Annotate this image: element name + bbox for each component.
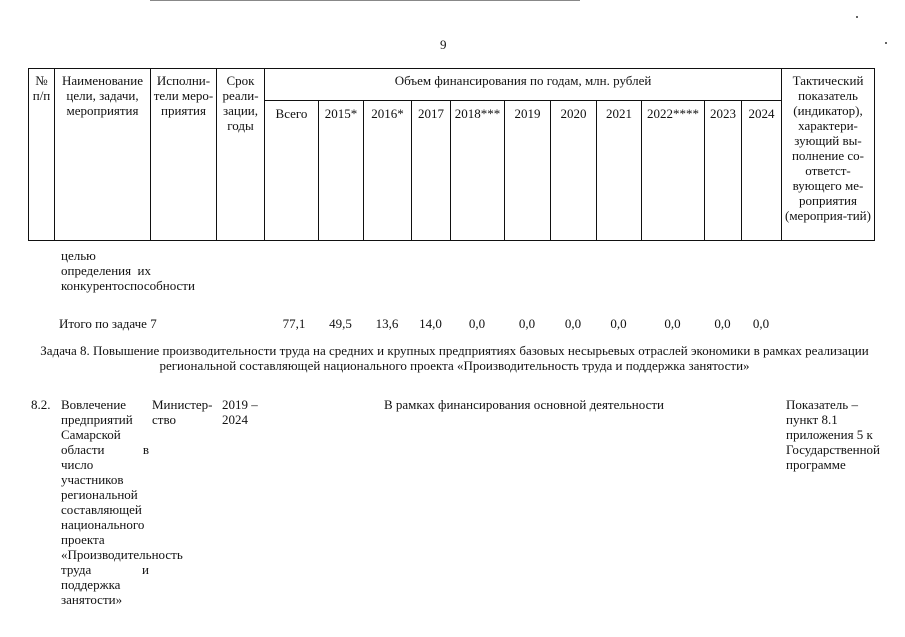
row-number: 8.2. [31, 397, 51, 412]
header-term: Срок реали-зации, годы [222, 73, 259, 133]
col-2021: 2021 [606, 106, 632, 121]
header-indicator: Тактический показатель (индикатор), характери-зующий вы-полнение со-ответст-вующего ме-роприятия (мероприя-тий) [785, 73, 871, 223]
col-2024: 2024 [748, 106, 775, 121]
executor: Министер-ство [152, 397, 213, 427]
col-2019: 2019 [514, 106, 541, 121]
col-2015: 2015* [324, 106, 358, 121]
total-value: 49,5 [329, 316, 352, 331]
header-financing: Объем финансирования по годам, млн. рублей [394, 73, 652, 88]
total-value: 13,6 [375, 316, 399, 331]
total-value: 0,0 [610, 316, 627, 331]
total-value: 14,0 [419, 316, 442, 331]
scan-speck [885, 42, 887, 44]
term: 2019 – 2024 [222, 397, 258, 427]
task-heading-continued: региональной составляющей национального проекта «Производительность труда и поддержка занятости» [159, 358, 750, 373]
col-total: Всего [275, 106, 308, 121]
total-value: 0,0 [564, 316, 582, 331]
col-2023: 2023 [710, 106, 736, 121]
total-value: 0,0 [468, 316, 486, 331]
header-num: № п/п [32, 73, 51, 103]
total-label: Итого по задаче 7 [59, 316, 157, 331]
continuation-text: целью определения их конкурентоспособности [61, 248, 195, 293]
header-name: Наименование цели, задачи, мероприятия [62, 73, 143, 118]
total-value: 77,1 [282, 316, 306, 331]
total-value: 0,0 [752, 316, 770, 331]
col-2017: 2017 [418, 106, 444, 121]
total-value: 0,0 [518, 316, 536, 331]
indicator-note: Показатель – пункт 8.1 приложения 5 к Государственной программе [786, 397, 881, 472]
total-value: 0,0 [664, 316, 681, 331]
col-2016: 2016* [371, 106, 404, 121]
total-value: 0,0 [714, 316, 731, 331]
col-2022: 2022**** [647, 106, 699, 121]
header-executors: Исполни-тели меро-приятия [153, 73, 214, 118]
activity-name: Вовлечение предприятий Самарской области в число участников региональной составляющей национального проекта «Производительность труда и поддержка занятости» [61, 397, 183, 607]
col-2020: 2020 [560, 106, 587, 121]
top-rule [150, 0, 580, 1]
page-number: 9 [440, 37, 447, 52]
task-heading: Задача 8. Повышение производительности труда на средних и крупных предприятиях базовых несырьевых отраслей экономики в рамках реализации [40, 343, 869, 358]
scan-speck [856, 16, 858, 18]
col-2018: 2018*** [454, 106, 501, 121]
financing-note: В рамках финансирования основной деятельности [383, 397, 664, 412]
